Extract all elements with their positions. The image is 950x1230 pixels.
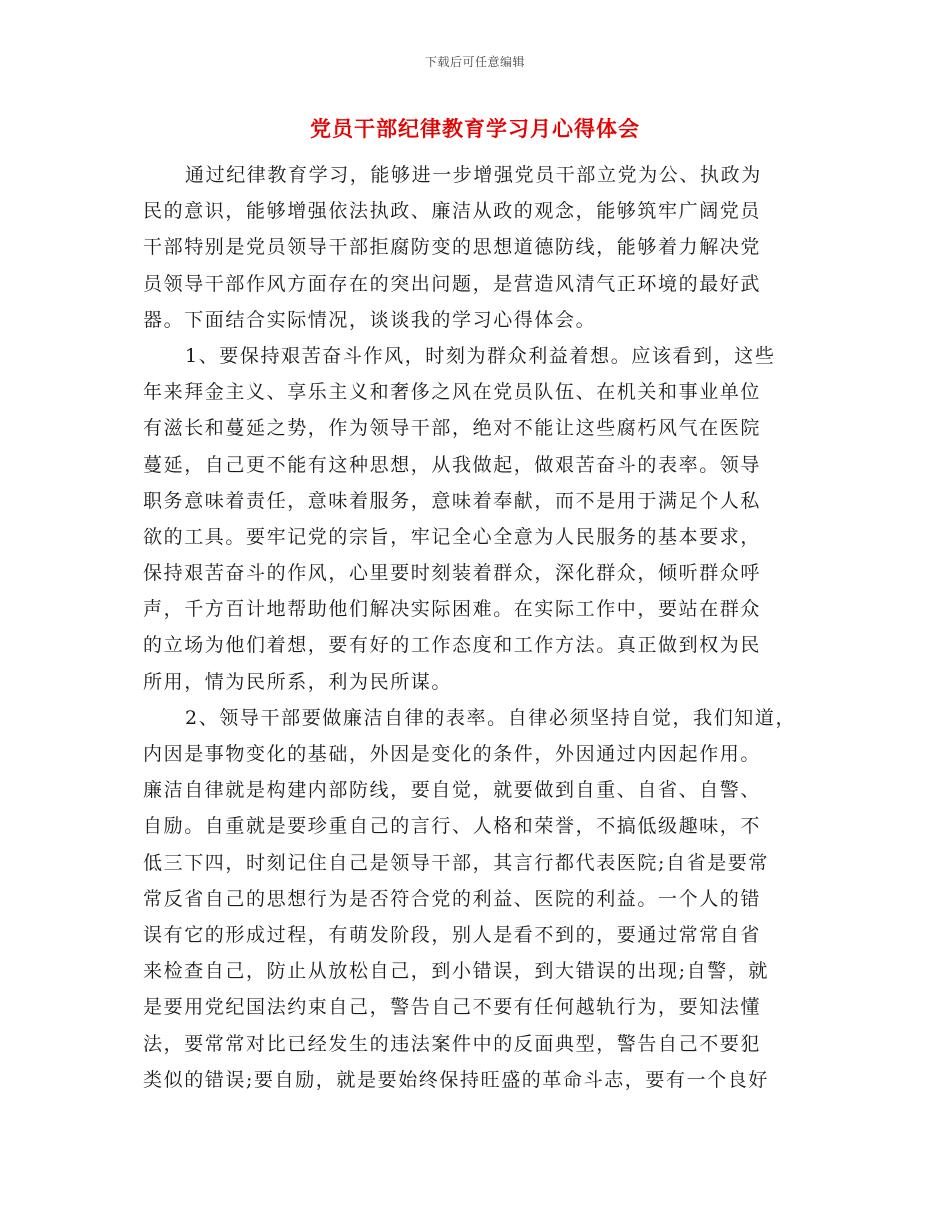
text-line: 员领导干部作风方面存在的突出问题，是营造风清气正环境的最好武 xyxy=(143,272,762,295)
document-body xyxy=(143,157,795,1098)
text-line: 干部特别是党员领导干部拒腐防变的思想道德防线，能够着力解决党 xyxy=(143,236,762,259)
text-line: 2、领导干部要做廉洁自律的表率。自律必须坚持自觉，我们知道， xyxy=(185,706,797,729)
text-line: 低三下四，时刻记住自己是领导干部，其言行都代表医院;自省是要常 xyxy=(143,851,770,874)
text-line: 是要用党纪国法约束自己，警告自己不要有任何越轨行为，要知法懂 xyxy=(143,996,762,1019)
text-line: 所用，情为民所系，利为民所谋。 xyxy=(143,670,453,693)
text-line: 有滋长和蔓延之势，作为领导干部，绝对不能让这些腐朽风气在医院 xyxy=(143,417,762,440)
text-line: 廉洁自律就是构建内部防线，要自觉，就要做到自重、自省、自警、 xyxy=(143,779,762,802)
text-line: 法，要常常对比已经发生的违法案件中的反面典型，警告自己不要犯 xyxy=(143,1032,762,1055)
text-line: 年来拜金主义、享乐主义和奢侈之风在党员队伍、在机关和事业单位 xyxy=(143,381,762,404)
text-line: 蔓延，自己更不能有这种思想，从我做起，做艰苦奋斗的表率。领导 xyxy=(143,453,762,476)
header-note: 下载后可任意编辑 xyxy=(424,55,525,69)
document-title: 党员干部纪律教育学习月心得体会 xyxy=(310,116,640,141)
text-line: 职务意味着责任，意味着服务，意味着奉献，而不是用于满足个人私 xyxy=(143,489,762,512)
text-line: 自励。自重就是要珍重自己的言行、人格和荣誉，不搞低级趣味，不 xyxy=(143,815,762,838)
text-line: 民的意识，能够增强依法执政、廉洁从政的观念，能够筑牢广阔党员 xyxy=(143,200,762,223)
paragraph-point-2 xyxy=(143,700,795,1098)
text-line: 的立场为他们着想，要有好的工作态度和工作方法。真正做到权为民 xyxy=(143,634,762,657)
text-line: 内因是事物变化的基础，外因是变化的条件，外因通过内因起作用。 xyxy=(143,743,762,765)
text-line: 1、要保持艰苦奋斗作风，时刻为群众利益着想。应该看到，这些 xyxy=(185,344,776,367)
paragraph-intro xyxy=(143,157,795,338)
text-line: 欲的工具。要牢记党的宗旨，牢记全心全意为人民服务的基本要求， xyxy=(143,525,762,548)
text-line: 器。下面结合实际情况，谈谈我的学习心得体会。 xyxy=(143,308,597,331)
text-line: 声，千方百计地帮助他们解决实际困难。在实际工作中，要站在群众 xyxy=(143,598,762,621)
text-line: 类似的错误;要自励，就是要始终保持旺盛的革命斗志，要有一个良好 xyxy=(143,1068,770,1091)
text-line: 保持艰苦奋斗的作风，心里要时刻装着群众，深化群众，倾听群众呼 xyxy=(143,562,762,585)
text-line: 误有它的形成过程，有萌发阶段，别人是看不到的，要通过常常自省 xyxy=(143,923,762,946)
text-line: 通过纪律教育学习，能够进一步增强党员干部立党为公、执政为 xyxy=(185,164,762,186)
text-line: 来检查自己，防止从放松自己，到小错误，到大错误的出现;自警，就 xyxy=(143,960,770,983)
text-line: 常反省自己的思想行为是否符合党的利益、医院的利益。一个人的错 xyxy=(143,887,762,910)
paragraph-point-1 xyxy=(143,338,795,700)
